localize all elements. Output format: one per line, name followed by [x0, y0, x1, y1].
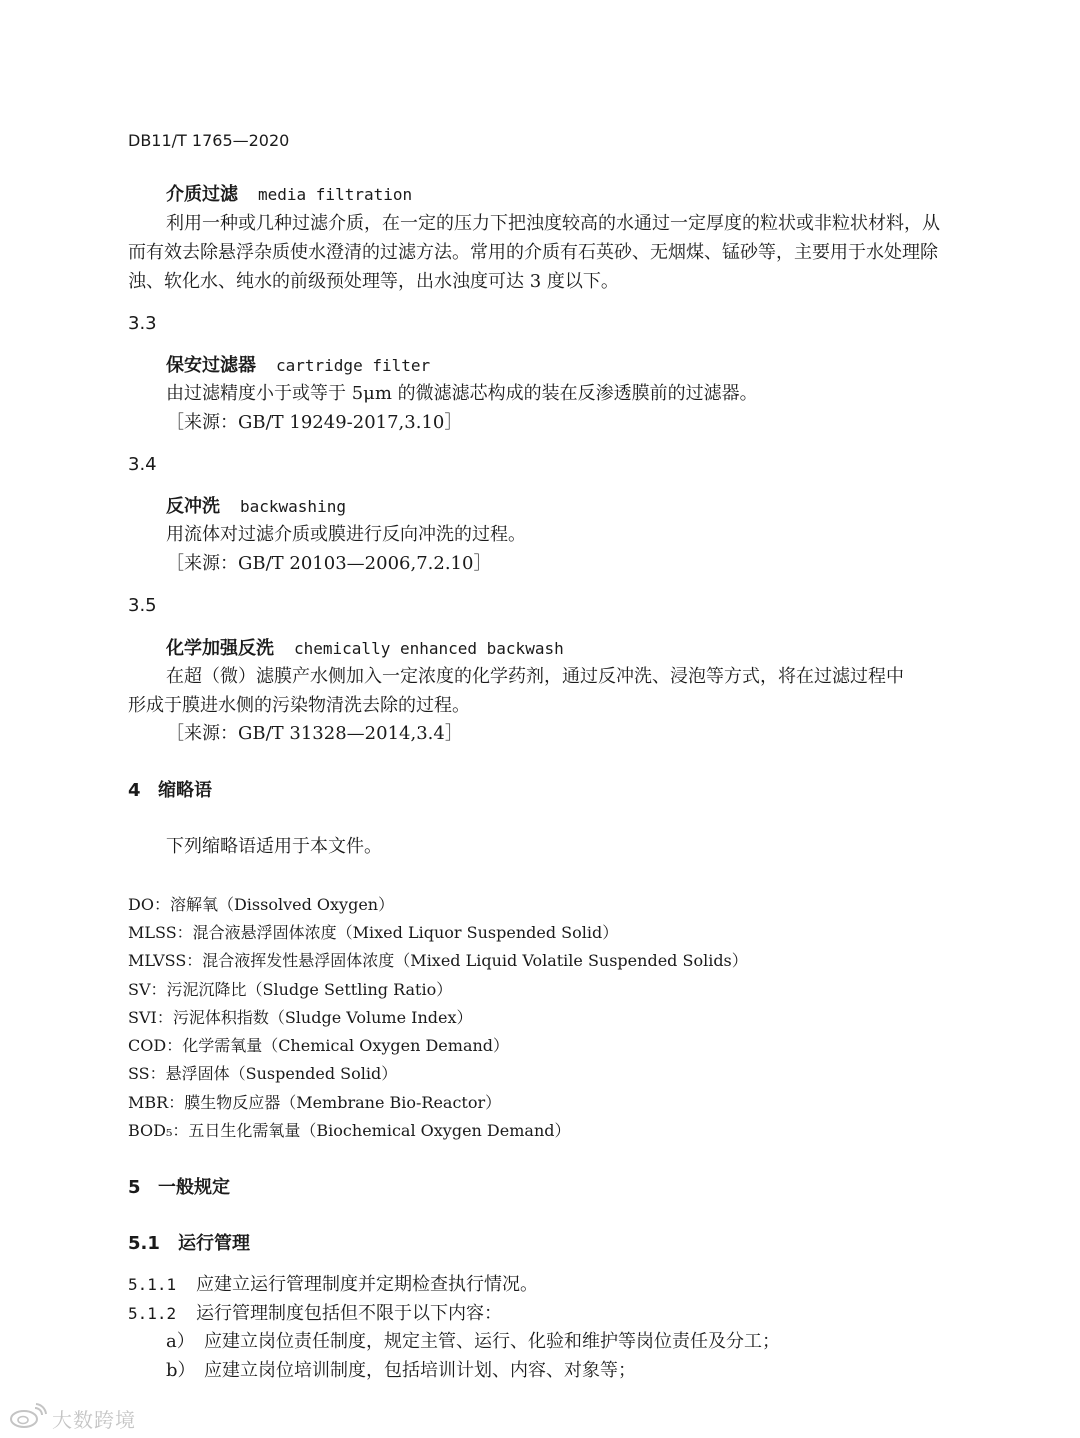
- clause-text: 应建立运行管理制度并定期检查执行情况。: [196, 1274, 538, 1295]
- term-title-en: backwashing: [240, 497, 346, 516]
- abbreviation-line: SVI：污泥体积指数（Sludge Volume Index）: [128, 1008, 473, 1027]
- term-definition-line: 利用一种或几种过滤介质，在一定的压力下把浊度较高的水通过一定厚度的粒状或非粒状材料，从: [166, 213, 940, 234]
- list-item-text: 应建立岗位责任制度，规定主管、运行、化验和维护等岗位责任及分工；: [204, 1331, 780, 1352]
- term-source: ［来源：GB/T 19249-2017,3.10］: [166, 412, 463, 433]
- term-title-zh: 介质过滤: [166, 184, 238, 205]
- section-number: 5: [128, 1177, 141, 1198]
- term-definition-line: 浊、软化水、纯水的前级预处理等，出水浊度可达 3 度以下。: [128, 271, 619, 292]
- list-item: [166, 1331, 780, 1353]
- list-item-letter: a）: [166, 1331, 195, 1352]
- clause-number: 5.1.2: [128, 1304, 177, 1323]
- weibo-logo-icon: [8, 1402, 48, 1434]
- abbreviation-line: MBR：膜生物反应器（Membrane Bio-Reactor）: [128, 1093, 502, 1112]
- subsection-title: 运行管理: [178, 1233, 250, 1254]
- clause-text: 运行管理制度包括但不限于以下内容：: [196, 1303, 502, 1324]
- term-title-en: chemically enhanced backwash: [294, 639, 564, 658]
- list-item-text: 应建立岗位培训制度，包括培训计划、内容、对象等；: [204, 1360, 636, 1381]
- abbreviation-line: COD：化学需氧量（Chemical Oxygen Demand）: [128, 1036, 510, 1055]
- clause: [128, 1303, 502, 1325]
- subsection-number: 5.1: [128, 1233, 160, 1254]
- abbreviation-line: MLVSS：混合液挥发性悬浮固体浓度（Mixed Liquid Volatile Suspended Solids）: [128, 951, 748, 970]
- subsection-heading: [128, 1233, 250, 1255]
- term-title-zh: 反冲洗: [166, 496, 220, 517]
- abbreviation-line: SV：污泥沉降比（Sludge Settling Ratio）: [128, 980, 453, 999]
- abbreviation-line: MLSS：混合液悬浮固体浓度（Mixed Liquor Suspended Solid）: [128, 923, 619, 942]
- document-code: DB11/T 1765—2020: [128, 131, 290, 150]
- section-title: 缩略语: [158, 780, 212, 801]
- list-item: [166, 1360, 636, 1382]
- term-definition-line: 用流体对过滤介质或膜进行反向冲洗的过程。: [166, 524, 526, 545]
- term-heading: [166, 355, 430, 377]
- list-item-letter: b）: [166, 1360, 196, 1381]
- term-source: ［来源：GB/T 31328—2014,3.4］: [166, 723, 463, 744]
- term-title-en: media filtration: [258, 185, 413, 204]
- term-number: 3.5: [128, 595, 157, 616]
- term-title-zh: 保安过滤器: [166, 355, 256, 376]
- section-number: 4: [128, 780, 141, 801]
- term-heading: [166, 496, 346, 518]
- section-intro: 下列缩略语适用于本文件。: [166, 836, 382, 857]
- term-number: 3.3: [128, 313, 157, 334]
- watermark: [8, 1402, 136, 1434]
- section-heading: [128, 1177, 230, 1199]
- term-definition-line: 在超（微）滤膜产水侧加入一定浓度的化学药剂，通过反冲洗、浸泡等方式，将在过滤过程中: [166, 666, 904, 687]
- abbreviation-line: SS：悬浮固体（Suspended Solid）: [128, 1064, 398, 1083]
- section-title: 一般规定: [158, 1177, 230, 1198]
- abbreviation-line: DO：溶解氧（Dissolved Oxygen）: [128, 895, 395, 914]
- abbreviation-line: BOD₅：五日生化需氧量（Biochemical Oxygen Demand）: [128, 1121, 571, 1140]
- term-definition-line: 由过滤精度小于或等于 5μm 的微滤滤芯构成的装在反渗透膜前的过滤器。: [166, 383, 758, 404]
- clause-number: 5.1.1: [128, 1275, 177, 1294]
- watermark-text: 大数跨境: [52, 1407, 136, 1432]
- term-title-zh: 化学加强反洗: [166, 638, 274, 659]
- term-definition-line: 形成于膜进水侧的污染物清洗去除的过程。: [128, 695, 470, 716]
- term-definition-line: 而有效去除悬浮杂质使水澄清的过滤方法。常用的介质有石英砂、无烟煤、锰砂等，主要用于水处理除: [128, 242, 938, 263]
- section-heading: [128, 780, 212, 802]
- clause: [128, 1274, 538, 1296]
- term-heading: [166, 184, 412, 206]
- term-source: ［来源：GB/T 20103—2006,7.2.10］: [166, 553, 492, 574]
- term-heading: [166, 638, 564, 660]
- term-title-en: cartridge filter: [276, 356, 431, 375]
- term-number: 3.4: [128, 454, 157, 475]
